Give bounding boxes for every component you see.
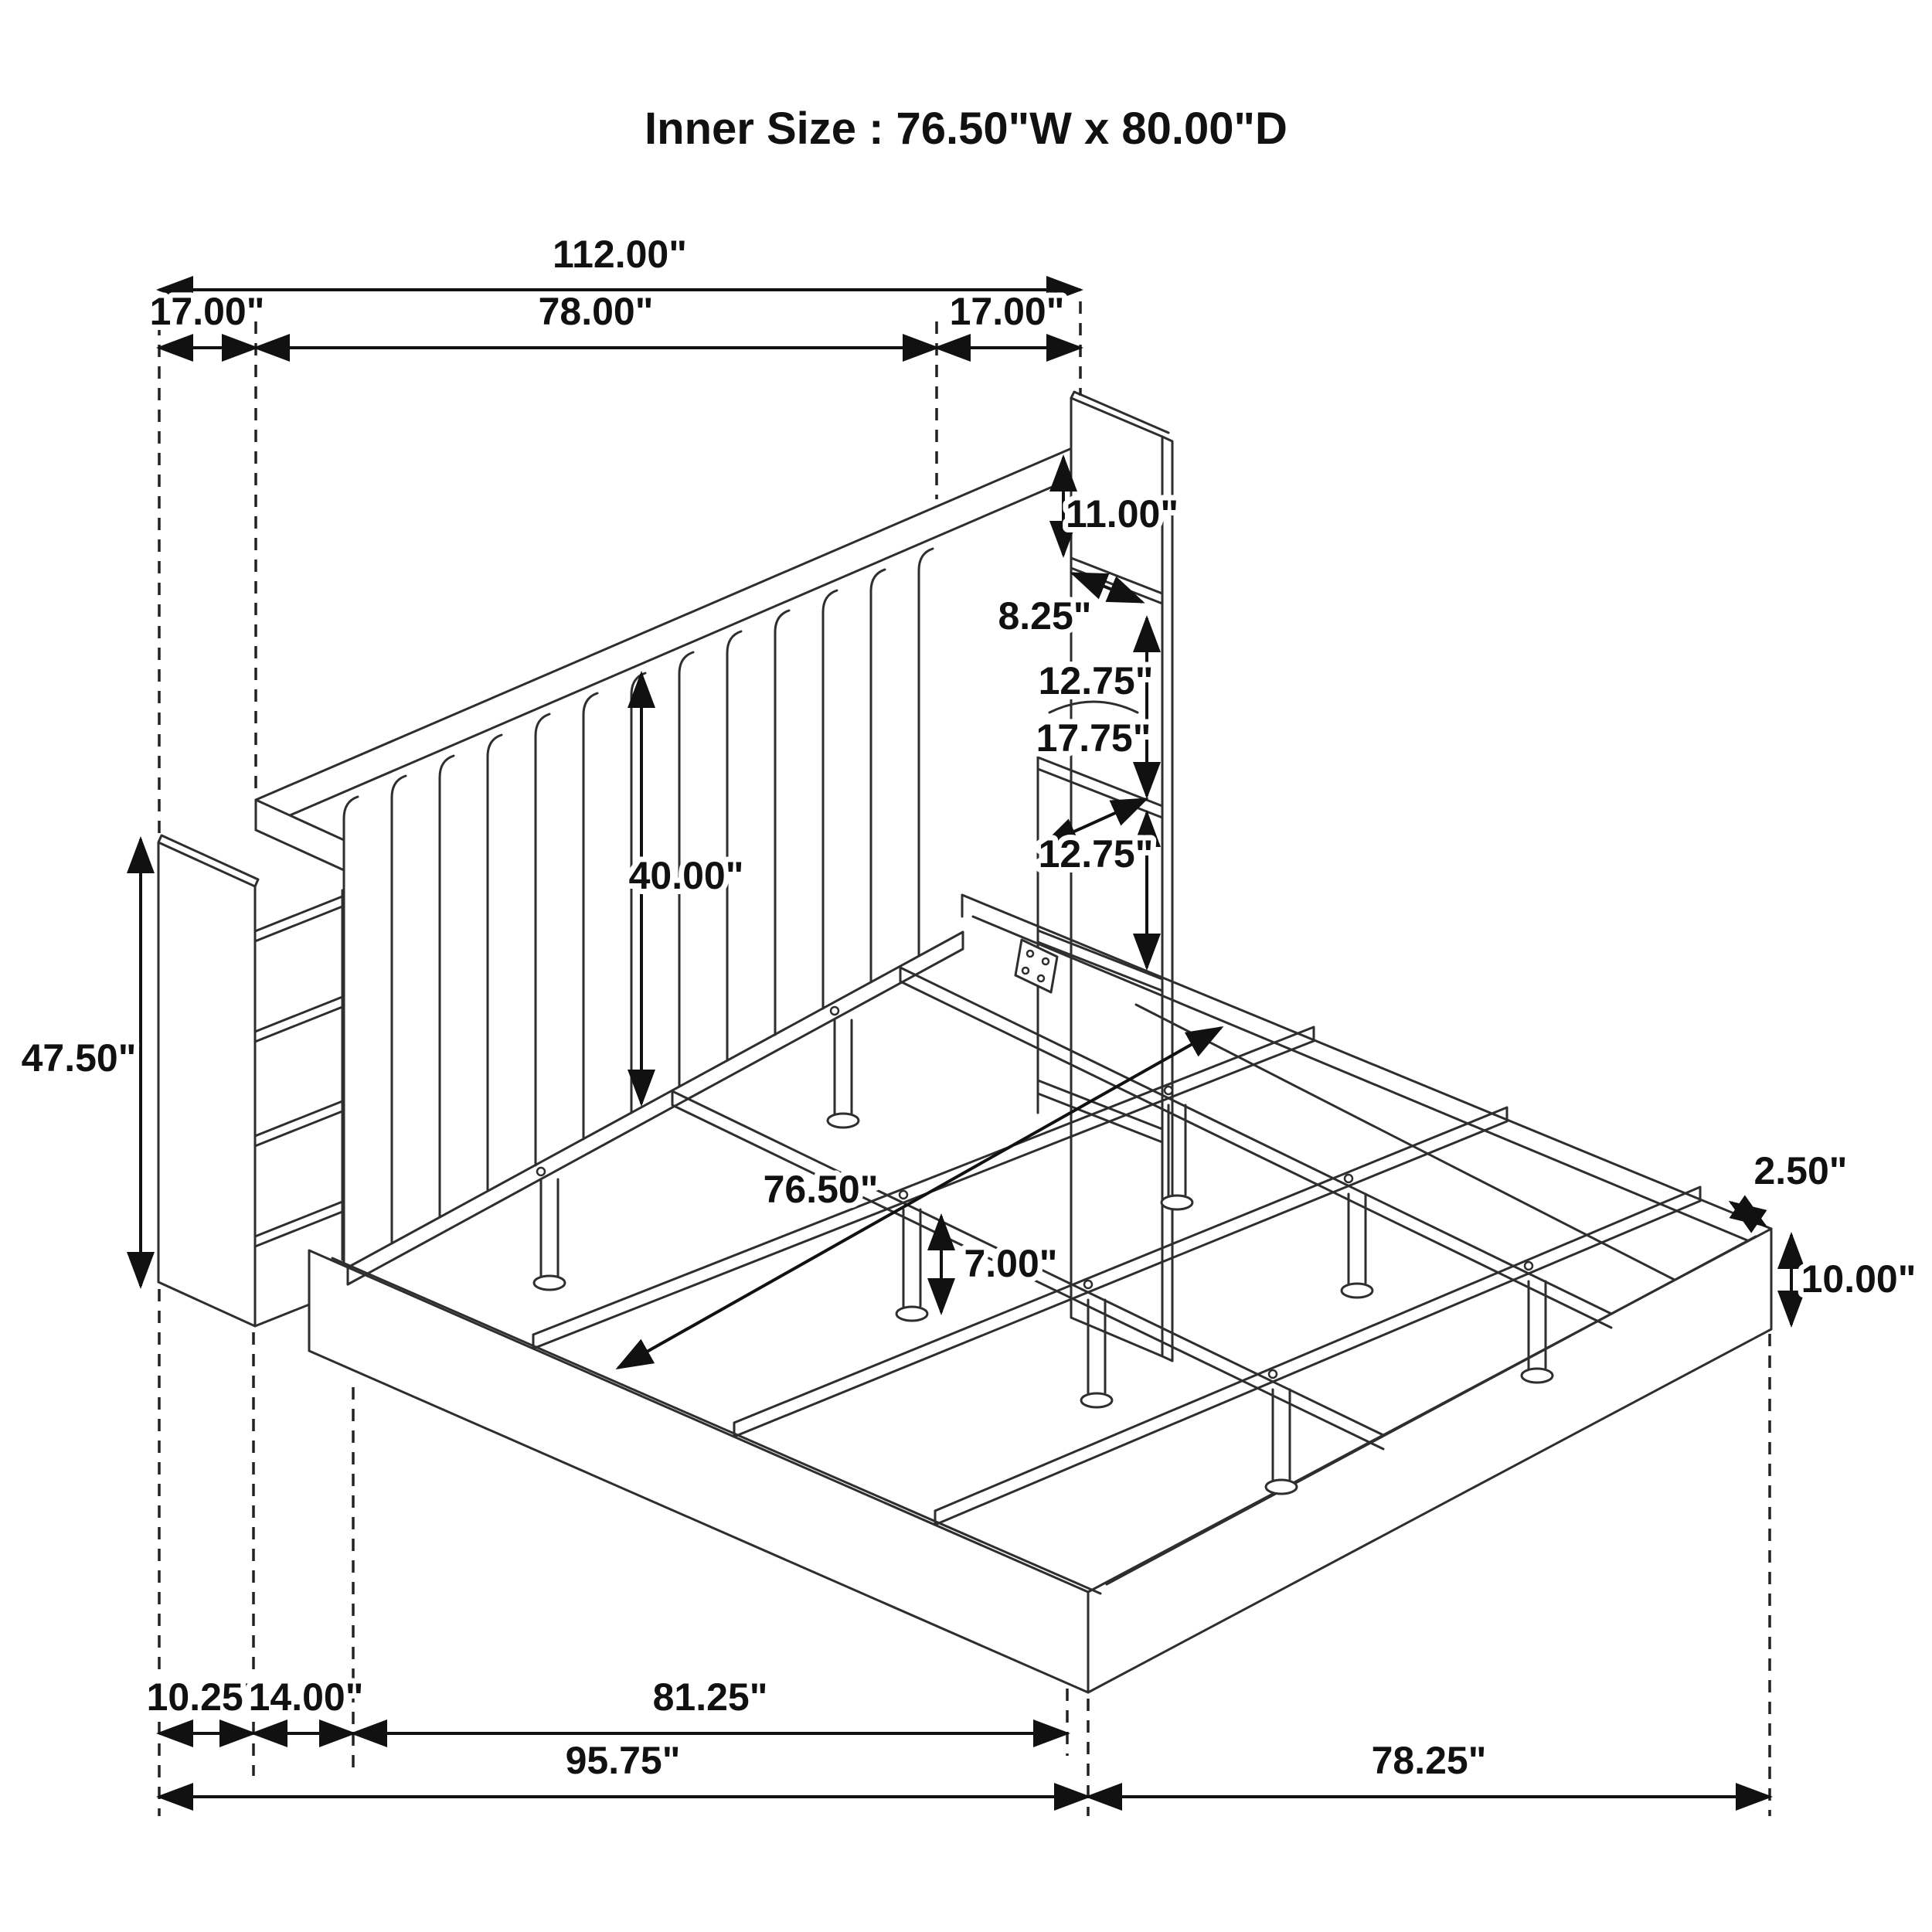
rail-leg-2 xyxy=(835,1020,852,1119)
dim-label-shelf-gap-lower: 12.75" xyxy=(1038,832,1154,876)
platform-front-wall xyxy=(1088,1229,1771,1692)
dim-overall-width xyxy=(159,233,1080,290)
headboard-cap-top-edge xyxy=(256,448,1072,800)
dim-label-rim-thickness: 2.50" xyxy=(1753,1149,1848,1192)
dim-label-pier-depth: 10.25" xyxy=(146,1675,262,1719)
dim-right-return xyxy=(937,290,1080,348)
dim-label-pier-height: 47.50" xyxy=(21,1036,137,1080)
page-title: Inner Size : 76.50"W x 80.00"D xyxy=(645,104,1287,154)
dim-rim-thickness xyxy=(1731,1149,1848,1226)
cross-slat-1 xyxy=(533,1027,1314,1349)
platform-left-wall xyxy=(309,1250,1088,1692)
dim-label-inner-length: 81.25" xyxy=(652,1675,768,1719)
dim-label-headboard-panel-height: 40.00" xyxy=(628,854,744,897)
platform xyxy=(309,895,1771,1692)
right-pier-side-panel xyxy=(1071,398,1162,1356)
dim-label-overall-width: 112.00" xyxy=(553,233,687,276)
dim-label-shelf-gap-upper: 12.75" xyxy=(1038,659,1154,702)
dim-label-top-shelf-depth: 8.25" xyxy=(998,594,1092,638)
right-pier xyxy=(1038,392,1172,1361)
dim-label-headboard-width: 78.00" xyxy=(538,290,654,333)
left-pier-side-panel xyxy=(158,842,255,1326)
dim-label-left-return: 17.00" xyxy=(149,290,265,333)
dim-platform-height xyxy=(1791,1235,1916,1325)
dim-label-leg-height: 7.00" xyxy=(964,1242,1058,1285)
headboard-channels xyxy=(344,549,933,1270)
rail-leg-1 xyxy=(541,1179,558,1281)
dim-label-right-return: 17.00" xyxy=(949,290,1065,333)
dim-label-shelf-top-gap: 11.00" xyxy=(1065,492,1179,536)
headboard-cap-bottom-edge xyxy=(256,478,1072,830)
platform-left-rim-inner xyxy=(332,1258,1100,1594)
dim-inner-length xyxy=(353,1675,1067,1733)
dim-label-inner-width: 76.50" xyxy=(763,1168,879,1211)
rail-leg-1-foot xyxy=(534,1276,565,1290)
rail-leg-2-foot xyxy=(828,1114,859,1128)
dim-label-platform-height: 10.00" xyxy=(1801,1257,1917,1301)
dim-label-pier-to-frame: 14.00" xyxy=(248,1675,364,1719)
dim-pier-depth xyxy=(147,1675,262,1733)
dim-headboard-width xyxy=(256,290,937,348)
dim-pier-height xyxy=(22,839,141,1286)
dim-label-overall-depth: 95.75" xyxy=(565,1739,681,1782)
dim-label-lower-shelf-depth: 17.75" xyxy=(1036,716,1151,760)
dim-foot-width xyxy=(1088,1739,1770,1797)
dim-left-return xyxy=(150,290,265,348)
dim-overall-depth xyxy=(159,1739,1088,1797)
dim-label-foot-width: 78.25" xyxy=(1371,1739,1487,1782)
dim-pier-to-frame xyxy=(249,1675,364,1733)
